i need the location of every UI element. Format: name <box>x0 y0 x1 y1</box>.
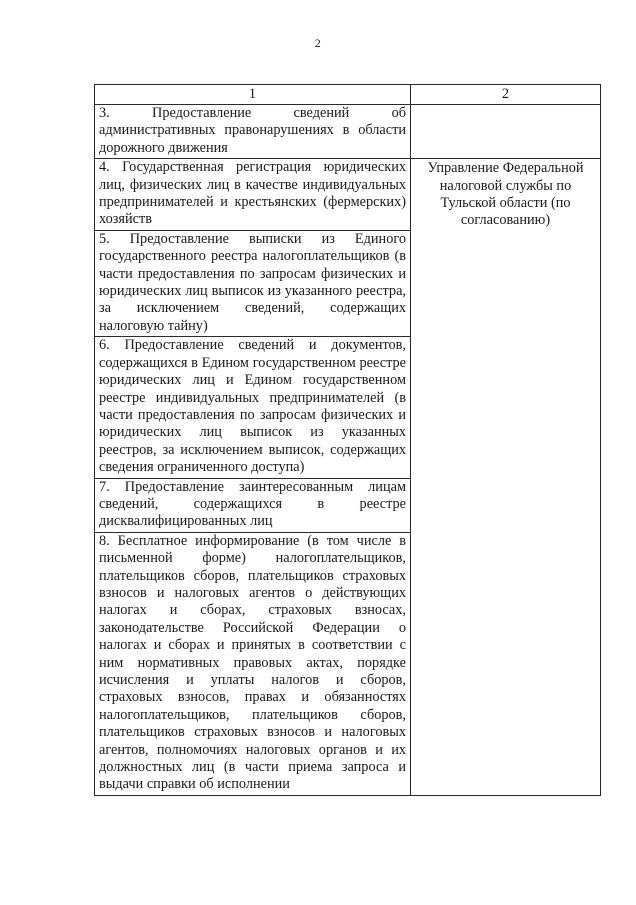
table-row <box>95 105 601 159</box>
table-row <box>95 159 601 231</box>
service-cell <box>95 230 411 336</box>
agency-text: Управление Федеральной налоговой службы по Тульской области (по согласованию) <box>427 160 584 229</box>
service-text: 6. Предоставление сведений и документов, содержащихся в Едином государственном реестре юридических лиц и Едином государственном реестре индивидуальных предпринимателей (в части предоставления по запросам физических и юридических лиц выписок из указанных реестров, за исключением выписок, содержащих сведения ограниченного доступа) <box>99 337 406 476</box>
page-number: 2 <box>314 36 322 50</box>
service-text: 3. Предоставление сведений об административных правонарушениях в области дорожного движения <box>99 105 406 156</box>
header-column-2: 2 <box>411 85 601 105</box>
agency-cell <box>411 159 601 796</box>
service-text: 5. Предоставление выписки из Единого государственного реестра налогоплательщиков (в части предоставления по запросам физических и юридических лиц выписок из указанного реестра, за исключением сведений, содержащих налоговую тайну) <box>99 230 406 334</box>
service-cell <box>95 337 411 478</box>
service-cell <box>95 532 411 795</box>
service-cell <box>95 159 411 231</box>
table-header-row <box>95 85 601 105</box>
agency-cell-empty <box>411 105 601 159</box>
agency-text <box>415 105 596 106</box>
header-column-1: 1 <box>95 85 411 105</box>
service-text: 7. Предоставление заинтересованным лицам сведений, содержащихся в реестре дисквалифицированных лиц <box>99 478 406 530</box>
service-text: 8. Бесплатное информирование (в том числе в письменной форме) налогоплательщиков, плательщиков сборов, плательщиков страховых взносов и налоговых агентов о действующих налогах и сборах, страховых взносах, законодательстве Российской Федерации о налогах и сборах и принятых в соответствии с ним нормативных правовых актах, порядке исчисления и уплаты налогов и сборов, страховых взносов, правах и обязанностях налогоплательщиков, плательщиков сборов, плательщиков страховых взносов и налоговых агентов, полномочиях налоговых органов и их должностных лиц (в части приема запроса и выдачи справки об исполнении <box>99 532 406 793</box>
service-cell <box>95 478 411 532</box>
service-text: 4. Государственная регистрация юридических лиц, физических лиц в качестве индивидуальных предпринимателей и крестьянских (фермерских) хозяйств <box>99 159 406 228</box>
service-cell <box>95 105 411 159</box>
services-table <box>94 84 601 796</box>
